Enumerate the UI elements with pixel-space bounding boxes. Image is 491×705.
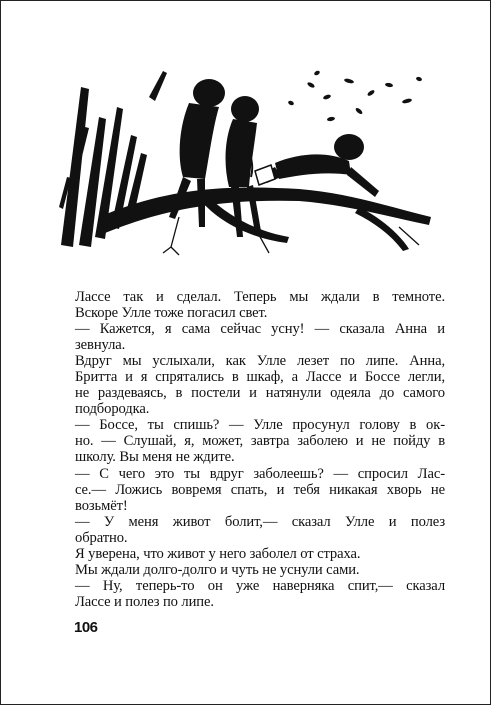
page-text (75, 289, 445, 610)
text-line: — С чего это ты вдруг заболеешь? — спросил Лас- (75, 465, 445, 482)
text-line: школу. Вы меня не ждите. (75, 449, 235, 466)
text-line: подбородка. (75, 401, 150, 418)
text-line: Вскоре Улле тоже погасил свет. (75, 305, 268, 322)
text-line: — У меня живот болит,— сказал Улле и полез (75, 513, 445, 530)
text-line: — Боссе, ты спишь? — Улле просунул голову в ок- (75, 417, 445, 434)
text-line: обратно. (75, 529, 128, 546)
page-number: 106 (74, 619, 98, 636)
text-line: — Ну, теперь-то он уже наверняка спит,— сказал (75, 577, 445, 594)
text-line: Вдруг мы услыхали, как Улле лезет по липе. Анна, (75, 353, 445, 370)
text-line: зевнула. (75, 337, 126, 354)
text-line: не раздеваясь, в постели и натянули одеяла до самого (75, 385, 445, 402)
children-on-tree-illustration (59, 67, 439, 257)
text-line: возьмёт! (75, 497, 128, 514)
text-line: Бритта и я спрятались в шкаф, а Лассе и Боссе легли, (75, 369, 445, 386)
text-line: се.— Ложись вовремя спать, и тебя никакая хворь не (75, 481, 445, 498)
text-line: Мы ждали долго-долго и чуть не уснули сами. (75, 561, 360, 578)
text-line: — Кажется, я сама сейчас усну! — сказала Анна и (75, 321, 445, 338)
text-line: Я уверена, что живот у него заболел от страха. (75, 545, 361, 562)
text-line: Лассе и полез по липе. (75, 593, 214, 610)
text-line: Лассе так и сделал. Теперь мы ждали в темноте. (75, 289, 445, 305)
text-line: но. — Слушай, я, может, завтра заболею и не пойду в (75, 433, 445, 450)
